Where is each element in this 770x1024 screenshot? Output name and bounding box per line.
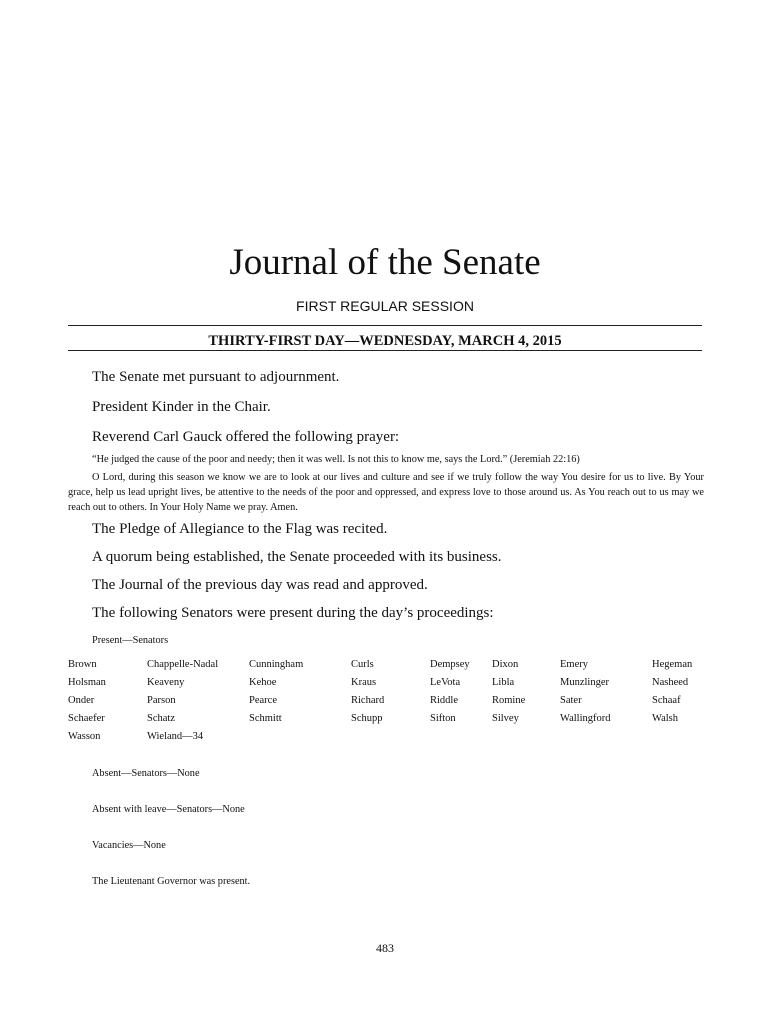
senator-name: Walsh: [652, 713, 678, 724]
senator-name: Schatz: [147, 713, 175, 724]
paragraph-chair: President Kinder in the Chair.: [92, 399, 271, 415]
paragraph-quorum: A quorum being established, the Senate proceeded with its business.: [92, 549, 502, 565]
paragraph-senators-present: The following Senators were present during the day’s proceedings:: [92, 605, 494, 621]
senator-name: Brown: [68, 659, 97, 670]
prayer-body: O Lord, during this season we know we are to look at our lives and culture and see if we truly follow the way You desire for us to live. By Your grace, help us lead upright lives, be attentive to the needs of the poor and oppressed, and express love to those around us. As You reach out to us may we reach out to others. In Your Holy Name we pray. Amen.: [68, 472, 704, 513]
senator-name: Chappelle-Nadal: [147, 659, 219, 670]
senator-name: Schupp: [351, 713, 383, 724]
senator-name: Hegeman: [652, 659, 693, 670]
senator-name: Parson: [147, 695, 176, 706]
absent-label: Absent—Senators—None: [92, 768, 200, 779]
senator-name: Kraus: [351, 677, 377, 688]
journal-title: Journal of the Senate: [229, 242, 541, 283]
absent-with-leave-label: Absent with leave—Senators—None: [92, 804, 245, 815]
senator-name: LeVota: [430, 677, 461, 688]
page-number: 483: [376, 941, 394, 955]
senator-name: Emery: [560, 659, 588, 670]
senator-name: Wasson: [68, 731, 101, 742]
senator-name: Sifton: [430, 713, 456, 724]
senator-name: Schaaf: [652, 695, 681, 706]
senator-name: Sater: [560, 695, 582, 706]
senator-name: Wieland—34: [147, 731, 204, 742]
senator-name: Keaveny: [147, 677, 185, 688]
senator-name: Wallingford: [560, 713, 611, 724]
senator-name: Curls: [351, 659, 374, 670]
senator-name: Dempsey: [430, 659, 470, 670]
paragraph-journal-approved: The Journal of the previous day was read and approved.: [92, 577, 428, 593]
senator-name: Silvey: [492, 713, 519, 724]
senator-name: Riddle: [430, 695, 458, 706]
senator-name: Schaefer: [68, 713, 105, 724]
day-heading: THIRTY-FIRST DAY—WEDNESDAY, MARCH 4, 2015: [208, 333, 562, 349]
senator-name: Libla: [492, 677, 515, 688]
senator-name: Pearce: [249, 695, 277, 706]
senator-name: Cunningham: [249, 659, 304, 670]
senator-name: Dixon: [492, 659, 519, 670]
senator-name: Onder: [68, 695, 95, 706]
senator-name: Richard: [351, 695, 385, 706]
senator-name: Romine: [492, 695, 526, 706]
prayer-quote: “He judged the cause of the poor and needy; then it was well. Is not this to know me, says the Lord.” (Jeremiah 22:16): [92, 454, 580, 465]
senator-name: Kehoe: [249, 677, 277, 688]
senator-name: Schmitt: [249, 713, 282, 724]
paragraph-pledge: The Pledge of Allegiance to the Flag was recited.: [92, 521, 388, 537]
senator-name: Holsman: [68, 677, 106, 688]
lieutenant-governor-line: The Lieutenant Governor was present.: [92, 876, 251, 887]
paragraph-prayer-intro: Reverend Carl Gauck offered the following prayer:: [92, 429, 400, 445]
senator-name: Munzlinger: [560, 677, 609, 688]
paragraph-met: The Senate met pursuant to adjournment.: [92, 369, 340, 385]
session-label: FIRST REGULAR SESSION: [296, 298, 474, 314]
present-label: Present—Senators: [92, 635, 169, 646]
senator-name: Nasheed: [652, 677, 689, 688]
vacancies-label: Vacancies—None: [92, 840, 166, 851]
